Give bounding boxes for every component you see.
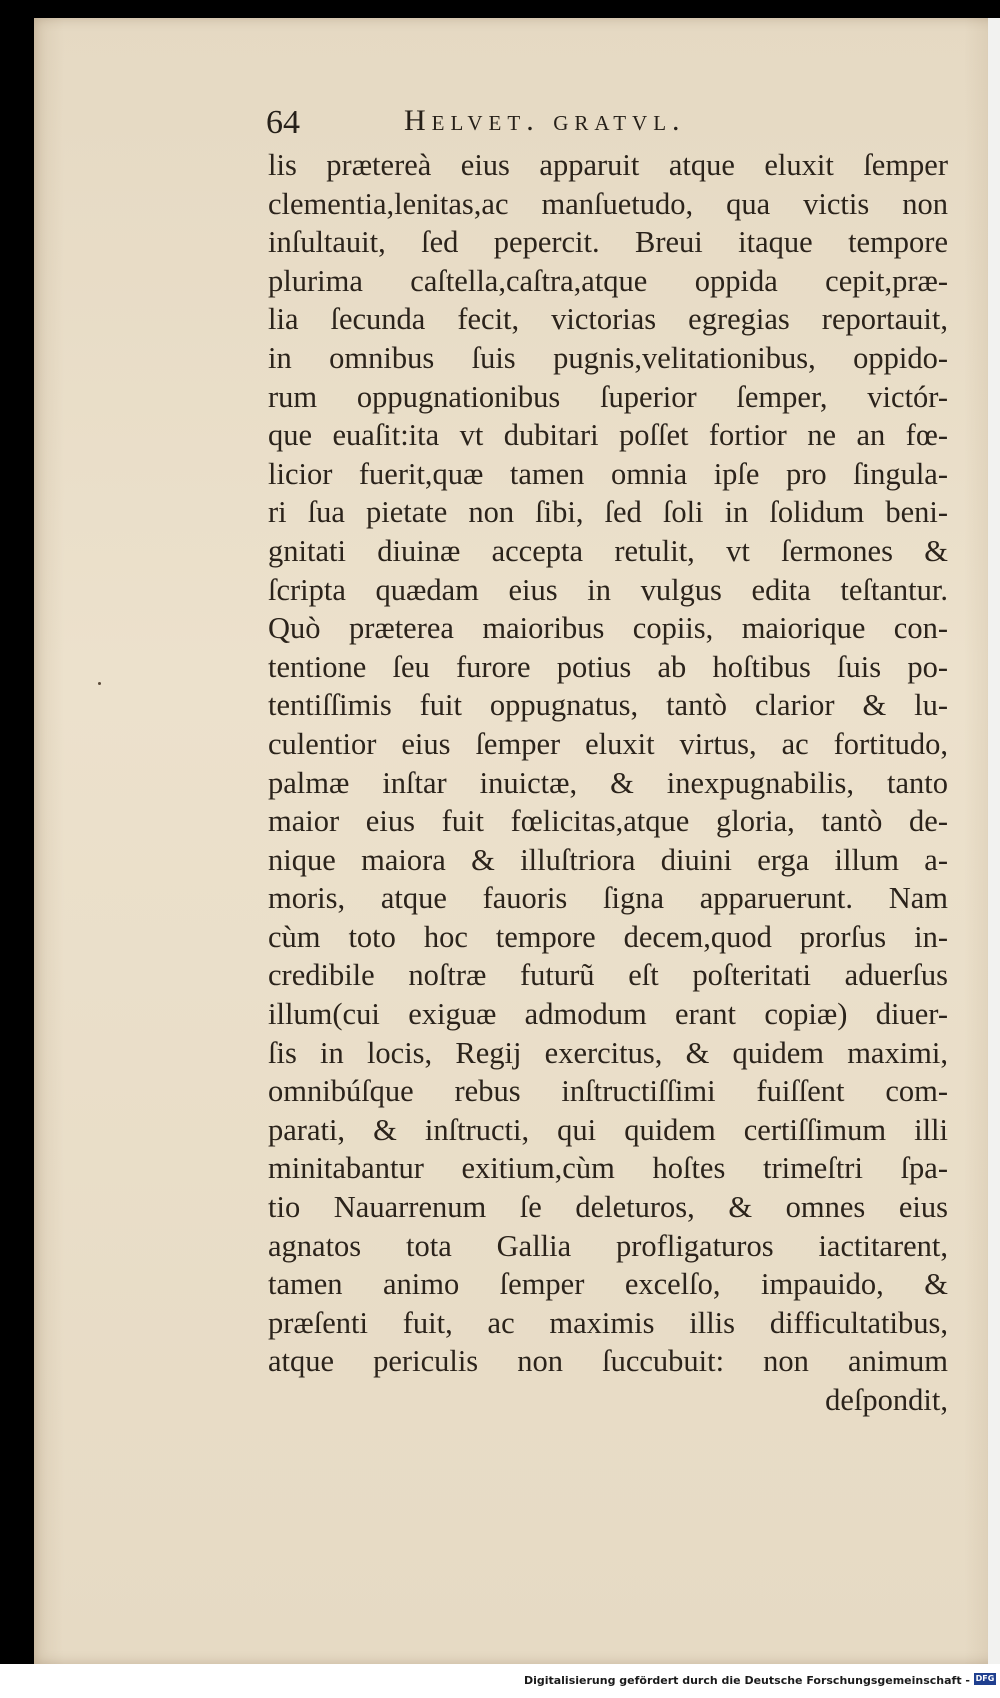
- text-line: tamen animo ſemper excelſo, impauido, &: [268, 1267, 948, 1302]
- funding-credit: Digitalisierung gefördert durch die Deutsche Forschungsgemeinschaft -: [523, 1674, 970, 1687]
- text-line: parati, & inſtructi, qui quidem certiſſimum illi: [268, 1112, 948, 1147]
- footer-bar: [0, 1664, 1000, 1698]
- paper-speck: [98, 682, 101, 685]
- catchword: deſpondit,: [825, 1383, 948, 1417]
- text-line: tio Nauarrenum ſe deleturos, & omnes eius: [268, 1190, 948, 1225]
- text-line: in omnibus ſuis pugnis,velitationibus, oppido-: [268, 340, 948, 375]
- text-line: clementia,lenitas,ac manſuetudo, qua victis non: [268, 186, 948, 221]
- text-line: præſenti fuit, ac maximis illis difficultatibus,: [268, 1305, 948, 1340]
- text-line: lia ſecunda fecit, victorias egregias reportauit,: [268, 302, 948, 337]
- dfg-logo-icon: DFG: [975, 1674, 995, 1683]
- text-block: [268, 146, 948, 1420]
- text-line: Quò præterea maioribus copiis, maiorique con-: [268, 611, 948, 646]
- text-line: gnitati diuinæ accepta retulit, vt ſermones &: [268, 533, 948, 568]
- text-line: omnibúſque rebus inſtructiſſimi fuiſſent com-: [268, 1074, 948, 1109]
- text-line: ſis in locis, Regij exercitus, & quidem maximi,: [268, 1035, 948, 1070]
- text-line: inſultauit, ſed pepercit. Breui itaque tempore: [268, 225, 948, 260]
- text-line: ſcripta quædam eius in vulgus edita teſtantur.: [268, 572, 948, 607]
- text-line: plurima caſtella,caſtra,atque oppida cepit,præ-: [268, 263, 948, 298]
- text-line: minitabantur exitium,cùm hoſtes trimeſtri ſpa-: [268, 1151, 948, 1186]
- text-line: tentiſſimis fuit oppugnatus, tantò clarior & lu-: [268, 688, 948, 723]
- text-line: moris, atque fauoris ſigna apparuerunt. Nam: [268, 881, 948, 916]
- text-line: lis prætereà eius apparuit atque eluxit ſemper: [268, 148, 948, 182]
- running-head: Helvet. gratvl.: [404, 104, 686, 137]
- page-edge: [988, 18, 1000, 1664]
- text-line: culentior eius ſemper eluxit virtus, ac fortitudo,: [268, 726, 948, 761]
- text-line: maior eius fuit fœlicitas,atque gloria, tantò de-: [268, 804, 948, 839]
- text-line: licior fuerit,quæ tamen omnia ipſe pro ſingula-: [268, 456, 948, 491]
- page-number: 64: [266, 104, 300, 141]
- text-line: nique maiora & illuſtriora diuini erga illum a-: [268, 842, 948, 877]
- page-header: [266, 102, 826, 152]
- text-line: credibile noſtræ futurũ eſt poſteritati aduerſus: [268, 958, 948, 993]
- text-line: agnatos tota Gallia profligaturos iactitarent,: [268, 1228, 948, 1263]
- text-line: palmæ inſtar inuictæ, & inexpugnabilis, tanto: [268, 765, 948, 800]
- text-line: cùm toto hoc tempore decem,quod prorſus in-: [268, 919, 948, 954]
- text-line: que euaſit:ita vt dubitari poſſet fortior ne an fœ-: [268, 418, 948, 453]
- text-line: ri ſua pietate non ſibi, ſed ſoli in ſolidum beni-: [268, 495, 948, 530]
- text-line: rum oppugnationibus ſuperior ſemper, victór-: [268, 379, 948, 414]
- text-line: tentione ſeu furore potius ab hoſtibus ſuis po-: [268, 649, 948, 684]
- text-line: atque periculis non ſuccubuit: non animum: [268, 1344, 948, 1379]
- text-line: illum(cui exiguæ admodum erant copiæ) diuer-: [268, 997, 948, 1032]
